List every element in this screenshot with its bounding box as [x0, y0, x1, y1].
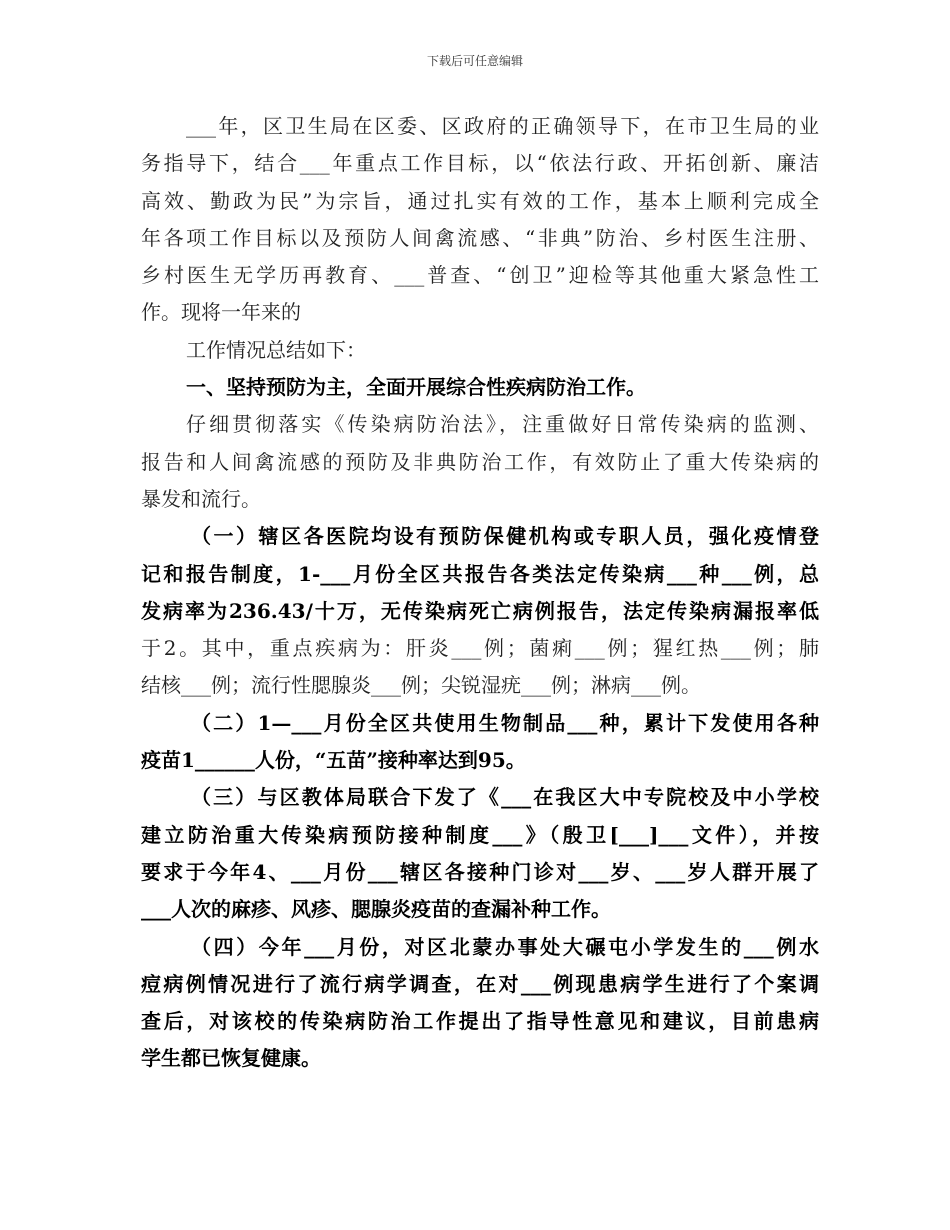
item-one-line: 记和报告制度，1-___月份全区共报告各类法定传染病___种___例，总	[141, 561, 819, 586]
paragraph-prevention-line: 暴发和流行。	[141, 486, 261, 511]
item-three-line: 要求于今年4、___月份___辖区各接种门诊对___岁、___岁人群开展了	[141, 859, 819, 884]
paragraph-intro-line: 乡村医生无学历再教育、___普查、“创卫”迎检等其他重大紧急性工	[141, 263, 819, 288]
item-one-line: 于2。其中，重点疾病为：肝炎___例；菌痢___例；猩红热___例；肺	[141, 636, 819, 661]
paragraph-intro-line: 高效、勤政为民”为宗旨，通过扎实有效的工作，基本上顺利完成全	[141, 188, 819, 213]
page-header: 下载后可任意编辑	[426, 54, 523, 68]
item-three-line: ___人次的麻疹、风疹、腮腺炎疫苗的查漏补种工作。	[141, 897, 611, 922]
item-four-line: 学生都已恢复健康。	[141, 1046, 321, 1071]
item-one-line: （一）辖区各医院均设有预防保健机构或专职人员，强化疫情登	[191, 524, 819, 549]
item-two-line: （二）1—___月份全区共使用生物制品___种，累计下发使用各种	[191, 710, 819, 735]
paragraph-prevention-line: 报告和人间禽流感的预防及非典防治工作，有效防止了重大传染病的	[141, 449, 819, 474]
item-one-line: 发病率为236.43/十万，无传染病死亡病例报告，法定传染病漏报率低	[141, 598, 819, 623]
item-three-line: 建立防治重大传染病预防接种制度___》（殷卫[___]___文件），并按	[141, 822, 819, 847]
item-two-line: 疫苗1______人份，“五苗”接种率达到95。	[141, 748, 526, 773]
paragraph-prevention-line: 仔细贯彻落实《传染病防治法》，注重做好日常传染病的监测、	[186, 412, 819, 437]
item-four-line: 查后，对该校的传染病防治工作提出了指导性意见和建议，目前患病	[141, 1009, 819, 1034]
item-three-line: （三）与区教体局联合下发了《___在我区大中专院校及中小学校	[191, 785, 819, 810]
paragraph-intro-line: 作。现将一年来的	[141, 300, 301, 325]
paragraph-intro-line: 务指导下，结合___年重点工作目标，以“依法行政、开拓创新、廉洁	[141, 151, 819, 176]
item-four-line: （四）今年___月份，对区北蒙办事处大碾屯小学发生的___例水	[191, 934, 819, 959]
document-body	[141, 108, 819, 1078]
section-heading: 一、坚持预防为主，全面开展综合性疾病防治工作。	[186, 375, 646, 400]
item-one-line: 结核___例；流行性腮腺炎___例；尖锐湿疣___例；淋病___例。	[141, 673, 701, 698]
paragraph-summary-intro: 工作情况总结如下：	[186, 337, 366, 362]
paragraph-intro-line: 年各项工作目标以及预防人间禽流感、“非典”防治、乡村医生注册、	[141, 225, 819, 250]
item-four-line: 痘病例情况进行了流行病学调查，在对___例现患病学生进行了个案调	[141, 971, 819, 996]
paragraph-intro-line: ___年，区卫生局在区委、区政府的正确领导下，在市卫生局的业	[186, 114, 819, 138]
